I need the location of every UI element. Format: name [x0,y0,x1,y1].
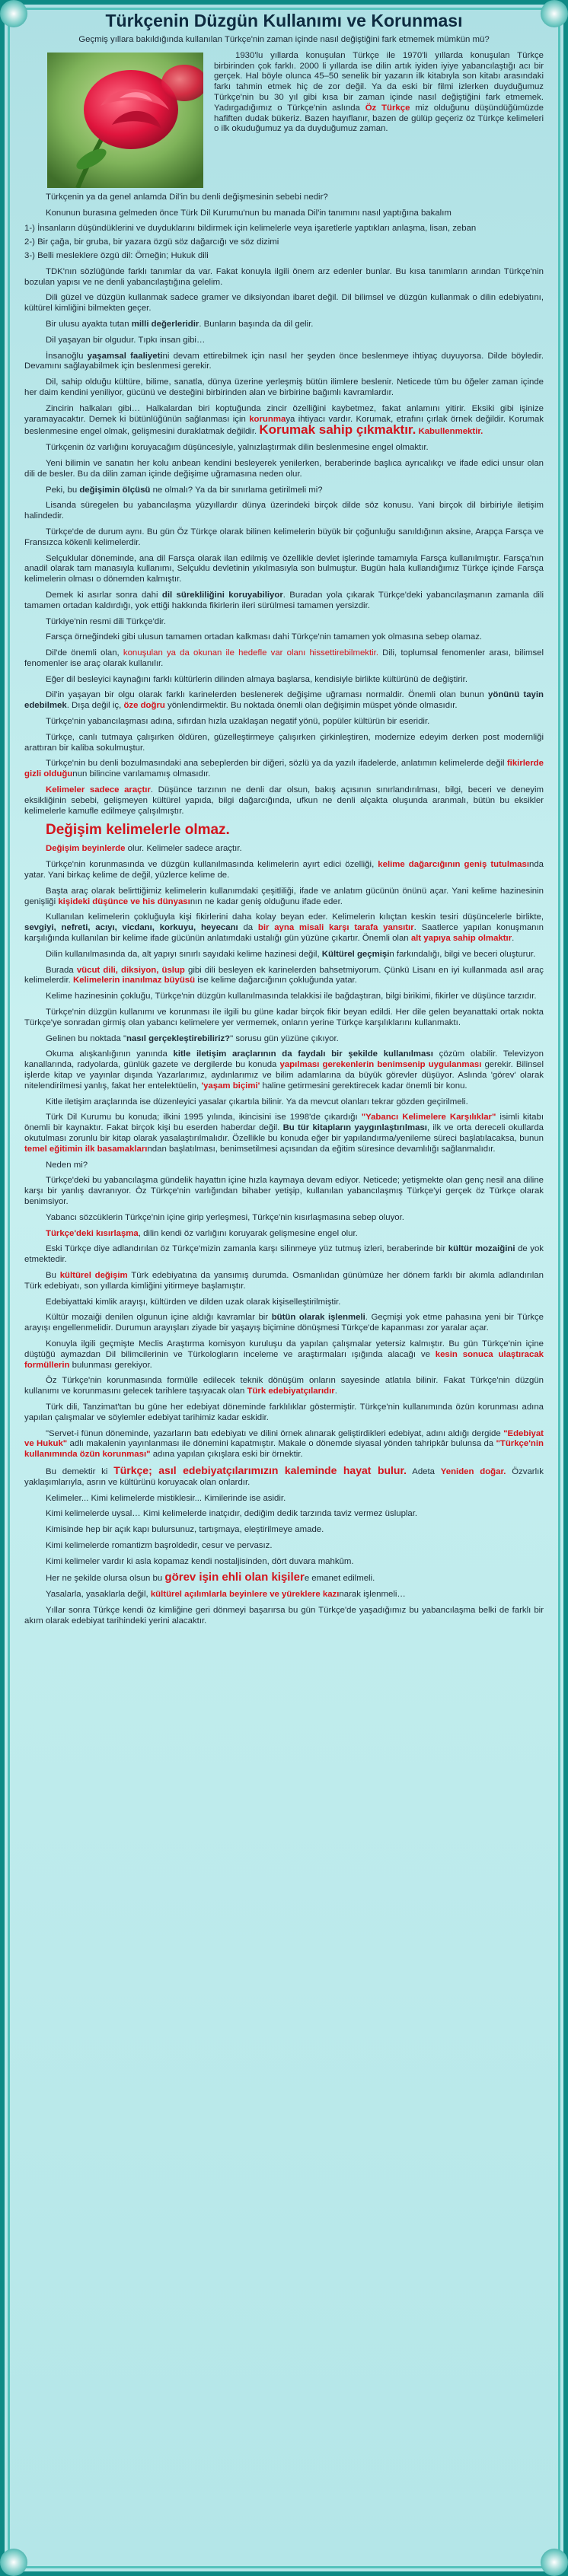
paragraph: Türkiye'nin resmi dili Türkçe'dir. [46,616,166,626]
text: . Dışa değil iç, [66,701,122,711]
text: Adeta [412,1466,435,1476]
paragraph [24,1049,544,1091]
paragraph [24,844,544,855]
paragraph [24,785,544,817]
text: Demek ki asırlar sonra dahi [46,590,158,600]
paragraph [24,1034,544,1045]
text: , dilin kendi öz varlığını koruyarak gelişmesine engel olur. [138,1228,358,1238]
paragraph [24,1590,544,1600]
text: Konuyla ilgili geçmişte Meclis Araştırma komisyon kuruluşu da yapılan çalışmalar yetersiz kalmıştır. Bu gün Türkçe'nin içine düştüğü aymazdan Dil bilimcilerinin ve Türkologların inceleme ve araştırmaları ışığında alacağı ve [24,1339,544,1359]
highlight-text: Korumak sahip çıkmaktır. [259,422,416,438]
paragraph [24,486,544,496]
paragraph [24,1244,544,1266]
text: ne olmalı? Ya da bir sınırlama getirilmeli mi? [152,485,323,495]
paragraph [24,591,544,612]
bold-text: kültür mozaiğini [448,1244,515,1254]
highlight-text: kelime dağarcığının geniş tutulması [378,860,529,870]
text: Dilin kullanılmasında da, alt yapıyı sınırlı sayıdaki kelime hazinesi değil, [46,949,320,959]
paragraph [24,1313,544,1334]
paragraph: Yıllar sonra Türkçe kendi öz kimliğine geri dönmeyi başarırsa bu gün Türkçe'de yaşadığımız bu yabancılaşma belki de farklı bir akım olarak edebiyat tarihindeki yerini alacaktır. [24,1606,544,1626]
text: nda yatar. Yani birkaç kelime de değil, yüzlerce kelime de. [24,860,544,880]
text: İnsanoğlu [46,351,84,361]
highlight-text: yapılması gerekenlerin benimsenip uygulanması [279,1060,482,1070]
paragraph: Kimi kelimeler vardır ki asla kopamaz kendi nostaljisinden, dört duvara mahkûm. [46,1556,354,1566]
text: adlı makalenin yayınlanması ile dönemini kapatmıştır. Makale o dönemde siyasal yönden tahripkâr bulunsa da [69,1439,494,1449]
highlight-text: Türk edebiyatçılarıdır [247,1387,335,1396]
text: da [243,923,254,933]
text: Dili, toplumsal fenomenler arası, bilimsel fenomenler ise araç olarak kullanılır. [24,648,544,668]
paragraph [24,320,544,330]
text: Burada [46,965,74,975]
text: "Servet-i fünun döneminde, yazarların batı edebiyatı ve dilini örnek alınarak geliştirdikleri edebiyat, adını aldığı dergide [46,1428,501,1438]
text: ya ihtiyacı vardır. Korumak, etrafını çırlak örnek değildir. Korumak beslenmesine engel olmak, gelişmesini duraklatmak değildir. [24,414,544,437]
bold-text: Bu tür kitapların yaygınlaştırılması [282,1123,427,1133]
paragraph [24,352,544,373]
paragraph [24,759,544,780]
highlight-text: korunma [249,414,286,424]
definition-list [24,224,544,261]
paragraph [24,1572,544,1584]
paragraph [24,1113,544,1154]
paragraph: Türkçe, canlı tutmaya çalışırken öldüren, güzelleştirmeye çalışırken çirkinleştiren, modernize edeyim derken post modernliği arattıran bir kaliba sokulmuştur. [24,732,544,753]
highlight-text: kültürel açılımlarla beyinlere ve yüreklere kazı [150,1590,340,1600]
highlight-text: "Yabancı Kelimelere Karşılıklar" [361,1113,496,1122]
paragraph: Dili güzel ve düzgün kullanmak sadece gramer ve diksiyondan ibaret değil. Dil bilimsel ve düzgün kullanmak o dilin edebiyatını, kültürel kimliğini bilmekten geçer. [24,293,544,314]
article [24,11,544,1632]
paragraph: Dil yaşayan bir olgudur. Tıpkı insan gibi… [46,335,206,345]
paragraph: Türkçe'nin yabancılaşması adına, sıfırdan hızla uzaklaşan negatif yönü, popüler kültürün bir eseridir. [46,717,430,727]
text: Zincirin halkaları gibi… Halkalardan biri koptuğunda zincir özelliğini kaybetmez, fakat anlamını yitirir. Eksiki gibi işinize yaramayacaktır. Demek ki bütünlüğünün sağlanması için [24,403,544,424]
text: e emanet edilmeli. [304,1574,375,1584]
definition-item: 1-) İnsanların düşündüklerini ve duyduklarını bildirmek için kelimelerle veya işaretlerle yaptıkları anlaşma, lisan, zeban [24,224,477,234]
highlight-text: Yeniden doğar. [440,1466,506,1476]
bold-text: milli değerleridir [131,319,199,329]
text: Türkçe'nin korunmasında ve düzgün kullanılmasında kelimelerin ayırt edici özelliği, [46,860,375,870]
text: Öz Türkçe'nin korunmasında formülle edilecek teknik dönüşüm onların sayesinde atlatıla bilinir. Fakat Türkçe'nin düzgün kullanımı ve korunmasını gelecek tarihlere taşıyacak olan [24,1376,544,1396]
definition-item: 3-) Belli mesleklere özgü dil: Örneğin; Hukuk dili [24,250,209,260]
text: çözüm olabilir. Televizyon kanallarında, radyolarda, günlük gazete ve dergilerde bu konuda [24,1049,544,1070]
paragraph: Kelime hazinesinin çokluğu, Türkçe'nin düzgün kullanılmasında telakkisi ile bağdaştıran, bilgi birikimi, fikirler ve düşünce tarzıdır. [46,992,537,1001]
highlight-text: kültürel değişim [59,1270,128,1280]
text: Türk Dil Kurumu bu konuda; ilkini 1995 yılında, ikincisini ise 1998'de çıkardığı [46,1113,358,1122]
paragraph: Yabancı sözcüklerin Türkçe'nin içine girip yerleşmesi, Türkçe'nin kısırlaşmasına sebep oluyor. [46,1212,404,1222]
text: bulunması gerekiyor. [72,1360,152,1370]
paragraph [24,648,544,670]
paragraph [24,950,544,960]
paragraph [24,966,544,987]
bold-text: nasıl gerçekleştirebiliriz? [126,1033,231,1043]
text: gerekir. Bilinsel işlerde kitap ve yayınlar dışında Yazarlarımız, aydınlarımız ve bilim adamlarına da büyük görevler düşüyor. Aslında 'görev' olarak nitelendirilmesi yanlış, fakat her entelektüelin, [24,1060,544,1091]
text: olur. Kelimeler sadece araçtır. [127,844,242,854]
corner-ornament [0,2549,27,2576]
bold-text: yaşamsal faaliyeti [87,351,163,361]
highlight-text: Türkçe'deki kısırlaşma [46,1228,139,1238]
highlight-text: "Edebiyat ve Hukuk" [24,1428,544,1449]
corner-ornament [541,0,568,27]
text: . Saatlerce yapılan konuşmanın karşılığında kullanılan bir kelime ifade gücünün anlatımdaki ustalığı gün yüzüne çıkartır. Önemli olan [24,923,544,944]
text: . Düşünce tarzının ne denli dar olsun, bakış açısının sınırlandırılması, bilgi, beceri ve deneyim eksikliğinin sebebi, gelişmeyen kültürel yapıda, bilgi dağarcığında, ufkun ne denli alçakta oluşunda aranmalı, bütün bu eksikler kelimelerle kamufle edilmeye çalışılmıştır. [24,785,544,816]
highlight-text: konuşulan ya da okunan ile hedefle var olanı hissettirebilmektir. [123,648,378,658]
definition-item: 2-) Bir çağa, bir gruba, bir yazara özgü söz dağarcığı ve söz dizimi [24,237,279,247]
paragraph: Selçuklular döneminde, ana dil Farsça olarak ilan edilmiş ve özellikle devlet işlerinde tamamıyla Farsça kullanılmıştır. Farsça'nın anadil olarak tam manasıyla kullanımı, Selçuklu devletinin yıkılmasıyla son bulmuştur. Bugün hala kullandığımız Türkçe içinde Farsça kelimelerin olması o dönemden kalmıştır. [24,553,544,584]
paragraph [24,1339,544,1371]
corner-ornament [541,2549,568,2576]
text: adına yapılan çıkışlara eski bir örnektir. [152,1450,303,1460]
highlight-text: Öz Türkçe [365,103,410,113]
paragraph: Konunun burasına gelmeden önce Türk Dil Kurumu'nun bu manada Dil'in tanımını nasıl yaptığına bakalım [46,208,452,218]
paragraph: Lisanda süregelen bu yabancılaşma yüzyıllardır dünya üzerindeki birçok dilde söz konusu. Yani birçok dil birbiriyle iletişim halindedir. [24,501,544,521]
text: isimli kitabı önemli bir kaynaktır. Fakat birçok kişi bu eserden haberdar değil. [24,1113,544,1133]
text: Dil'in yaşayan bir olgu olarak farklı karinelerden beslenerek değişime uğraması normaldir. Önemli olan bunun [46,690,484,700]
paragraph [24,887,544,908]
highlight-text: "Türkçe'nin kullanımında özün korunması" [24,1439,544,1460]
highlight-text: kişideki düşünce ve his dünyası [58,896,190,906]
paragraph: Farsça örneğindeki gibi ulusun tamamen ortadan kalkması dahi Türkçe'nin tamamen yok olmasına sebep olamaz. [46,632,483,642]
highlight-text: 'yaşam biçimi' [201,1081,260,1091]
text: Türk edebiyatına da yansımış durumda. Osmanlıdan günümüze her dönem farklı bir akımla adlandırılan Türk edebiyatı, son yıllarda kimliğini yitirmeye başlamıştır. [24,1270,544,1291]
text: Her ne şekilde olursa olsun bu [46,1574,163,1584]
paragraph [24,690,544,712]
text: . Bunların başında da dil gelir. [199,319,314,329]
bold-text: yönünü tayin edebilmek [24,690,544,711]
text: ndan başlatılması, benimsetilmesi açısından da eğitim süresince devamlılığı sağlanmalıdır. [147,1144,496,1154]
text: n farkındalığı, bilgi ve beceri oluşturur. [389,949,536,959]
article-title: Türkçenin Düzgün Kullanımı ve Korunması [105,11,463,30]
paragraph: Türk dili, Tanzimat'tan bu güne her edebiyat döneminde farklılıklar göstermiştir. Türkçe'nin kullanımında özün korunması adına yapılan çalışmalar ve söylemler edebiyat tarihimiz kadar eskidir. [24,1402,544,1422]
paragraph: Kimi kelimelerde uysal… Kimi kelimelerde inatçıdır, dediğim dedik tarzında taviz vermez üsluplar. [46,1509,418,1519]
text: yönlendirmektir. Bu noktada önemli olan değişimin müspet yönde olmasıdır. [168,701,458,711]
text: Özvarlık yaklaşımlarıyla, asrın ve kültürünü koruyacak olan onlardır. [24,1466,544,1487]
text: , ilk ve orta dereceli okullarda okutulması zorunlu bir kitap olarak yasalaştırılmalıdır. Özellikle bu konuda eğer bir yapılandırma/yenileme süreci başlatılacaksa, bunun [24,1123,544,1143]
paragraph [24,1463,544,1489]
text: " sorusu gün yüzüne çıkıyor. [230,1033,339,1043]
paragraph: Türkçe'deki bu yabancılaşma gündelik hayattın içine hızla kaymaya devam ediyor. Neticede; yetişmekte olan genç nesil ana diline karşı bir yanlış davranıyor. Öz Türkçe'nin varlığından bihaber yetişip, kullanılan yabancılaşmış Türkçe'yi gerçek öz Türkçe olarak benimsiyor. [24,1176,544,1206]
bold-text: değişimin ölçüsü [79,485,151,495]
text: Bu demektir ki [46,1466,108,1476]
text: . Geçmişi yok etme pahasına yeni bir Türkçe arayışı engellenmelidir. Durumun arayışları ziyade bir yaşayış biçimine dönüşmesi Türkçe'de kapanması zor yaralar açar. [24,1313,544,1333]
bold-text: sevgiyi, nefreti, acıyı, vicdanı, korkuyu, heyecanı [24,923,238,933]
paragraph: Kimisinde hep bir açık kapı bulursunuz, tartışmaya, eleştirilmeye amade. [46,1525,324,1535]
text: . Buradan yola çıkarak Türkçe'deki yabancılaşmanın zamanla dili tamamen ortadan kaldırdığı, yok ettiği hakkında fikirlerin ileri sürülmesi tamamen yersizdir. [24,590,544,610]
text: Dil'de önemli olan, [46,648,120,658]
paragraph: Türkçe'de de durum aynı. Bu gün Öz Türkçe olarak bilinen kelimelerin büyük bir çoğunluğu sanıldığının aksine, Arapça Farsça ve Fransızca kökenli kelimelerdir. [24,527,544,547]
text: Eski Türkçe diye adlandırılan öz Türkçe'mizin zamanla karşı silinmeye yüz tutmuş izleri, beraberinde bir [46,1244,446,1254]
paragraph [24,1376,544,1397]
bold-text: bütün olarak işlenmeli [271,1313,365,1323]
text: ni devam ettirebilmek için nasıl her şeyden önce beslenmeye ihtiyaç duyuyorsa. Dilde böyledir. Devamını sağlayabilmek için beslenmesi gerekir. [24,351,544,371]
text: Bu [46,1270,56,1280]
corner-ornament [0,0,27,27]
text: ise kelime dağarcığının çokluğunda yatar. [197,976,357,986]
text: haline getirmesini gerektirecek kadar önemli bir konu. [262,1081,467,1091]
paragraph: Neden mi? [46,1160,88,1170]
paragraph: Türkçenin ya da genel anlamda Dil'in bu denli değişmesinin sebebi nedir? [46,192,328,202]
text: nın ne kadar geniş olduğunu ifade eder. [190,896,343,906]
paragraph: Kitle iletişim araçlarında ise düzenleyici yasalar çıkartıla bilinir. Ya da mevcut olanları tekrar gözden geçirilmeli. [46,1097,468,1107]
paragraph: Dil, sahip olduğu kültüre, bilime, sanatla, dünya üzerine yerleşmiş bütün ilimlere beslenir. Neticede tüm bu öğeler zaman içinde her daim kendini yeniliyor, gücünü ve desteğini birbirinden alan ve birbirine bağımlı kavramlardır. [24,377,544,397]
highlight-text: Değişim beyinlerde [46,844,126,854]
paragraph: Kimi kelimelerde romantizm başroldedir, cesur ve pervasız. [46,1540,273,1550]
paragraph [24,860,544,881]
paragraph: Türkçenin öz varlığını koruyacağım düşüncesiyle, yalnızlaştırmak dilin beslenmesine engel olmaktır. [46,443,429,453]
text: Kullanılan kelimelerin çokluğuyla kişi fikirlerini daha kolay beyan eder. Kelimelerin kılıçtan keskin tesiri düşüncelerle birlikte, [46,912,544,922]
text: Okuma alışkanlığının yanında [46,1049,168,1059]
highlight-text: temel eğitimin ilk basamakları [24,1144,148,1154]
text: narak işlenmeli… [339,1590,406,1600]
highlight-text: vücut dili, diksiyon, üslup [76,965,185,975]
text: Yasalarla, yasaklarla değil, [46,1590,148,1600]
paragraph: Türkçe'nin düzgün kullanımı ve korunması ile ilgili bu güne kadar birçok fikir beyan edildi. Her dile gelen beyanattaki ortak nokta Türkçe'ye sonradan girmiş olan yabancı kelimelere yer vermemek, onların yerine Türkçe karşılıklarını kullanmaktı. [24,1008,544,1027]
highlight-text: fikirlerde gizli olduğu [24,759,544,779]
text: gibi dili besleyen ek karinelerden bahsetmiyorum. Çünkü Lisanı en iyi kullanmada asıl araç kelimelerdir. [24,965,544,986]
highlight-text: kesin sonuca ulaştıracak formüllerin [24,1349,544,1370]
highlight-text: görev işin ehli olan kişiler [164,1571,305,1584]
bold-text: Kültürel geçmişi [321,949,390,959]
text: 1930'lu yıllarda konuşulan Türkçe ile 1970'li yıllarda konuşulan Türkçe birbirinden çok farklı. 2000 li yıllarda ise dilin artık iyiden iyiye yabancılaştığı acı bir gerçek. Hal böyle olunca 45–50 senelik bir yazarın ilk kitabıyla son kitabı arasındaki farkı tahmin etmek hiç de zor değil. Ya da eski bir filmi izlerken duyduğumuz Türkçe'nin bu 30 yıl gibi kısa bir zaman içinde nasıl değiştiğini fark etmemek. Yadırgadığımız o Türkçe'nin aslında [214,50,544,113]
text: miz olduğunu düşündüğümüzde hafiften dudak bükeriz. Bazen hayıflanır, bazen de gülüp geçeriz öz Türkçe kelimeleri o ilk okuduğumuz ya da duyduğumuz zaman. [214,103,544,134]
text: . [512,934,515,944]
highlight-text: Kabullenmektir. [418,427,483,437]
paragraph [24,404,544,438]
text: . [334,1387,337,1396]
text: nun bilincine varılamamış olmasıdır. [72,769,211,779]
highlight-heading: Değişim kelimelerle olmaz. [46,822,230,839]
text: Bir ulusu ayakta tutan [46,319,129,329]
text: Gelinen bu noktada " [46,1033,127,1043]
paragraph [24,1429,544,1460]
highlight-text: bir ayna misali karşı tarafa yansıtır [257,923,414,933]
highlight-text: Kelimeler sadece araçtır [46,785,151,795]
bold-text: dil sürekliliğini koruyabiliyor [161,590,283,600]
paragraph: TDK'nın sözlüğünde farklı tanımlar da var. Fakat konuyla ilgili önem arz edenler bunlar. Bu kısa tanımların arından Türkçe'nin bozulan yapısı ve ne denli yabancılaştığına gelelim. [24,266,544,287]
paragraph: Kelimeler... Kimi kelimelerde mistiklesir... Kimilerinde ise asidir. [46,1493,286,1503]
text: Kültür mozaiği denilen olgunun içine aldığı kavramlar bir [46,1313,269,1323]
lead-question: Geçmiş yıllara bakıldığında kullanılan Türkçe'nin zaman içinde nasıl değiştiğini fark etmemek mümkün mü? [78,35,490,44]
text: Başta araç olarak belirttiğimiz kelimelerin kullanımdaki çeşitliliği, ifade ve anlatım gücünün önünü açar. Yani kelime hazinesinin genişliği [24,886,544,906]
paragraph [24,1229,544,1240]
paragraph: Edebiyattaki kimlik arayışı, kültürden ve dilden uzak olarak kişiselleştirilmiştir. [46,1297,341,1307]
highlight-text: Türkçe; asıl edebiyatçılarımızın kaleminde hayat bulur. [113,1463,407,1476]
text: Türkçe'nin bu denli bozulmasındaki ana sebeplerden bir diğeri, sözlü ya da yazılı ifadelerde, anlatımın kelimelerde değil [46,759,505,769]
rose-photo [47,53,203,188]
highlight-text: Kelimelerin inanılmaz büyüsü [72,976,196,986]
section-heading [24,822,544,839]
bold-text: kitle iletişim araçlarının da faydalı bir şekilde kullanılması [173,1049,433,1059]
paragraph [24,912,544,944]
paragraph [24,1271,544,1292]
paragraph: Eğer dil besleyici kaynağını farklı kültürlerin dilinden almaya başlarsa, kendisiyle birlikte kültürünü de değiştirir. [46,674,467,684]
highlight-text: öze doğru [123,701,165,711]
paragraph: Yeni bilimin ve sanatın her kolu anbean kendini besleyerek yenilerken, beraberinde başlıca ayrıcalıkçı ve ifade edici unsur olan dili de besler. Bu da dilin zaman içinde değişime uğramasına neden olur. [24,458,544,479]
text: Peki, bu [46,485,78,495]
text: de yok etmektedir. [24,1244,544,1265]
highlight-text: alt yapıya sahip olmaktır [410,934,512,944]
